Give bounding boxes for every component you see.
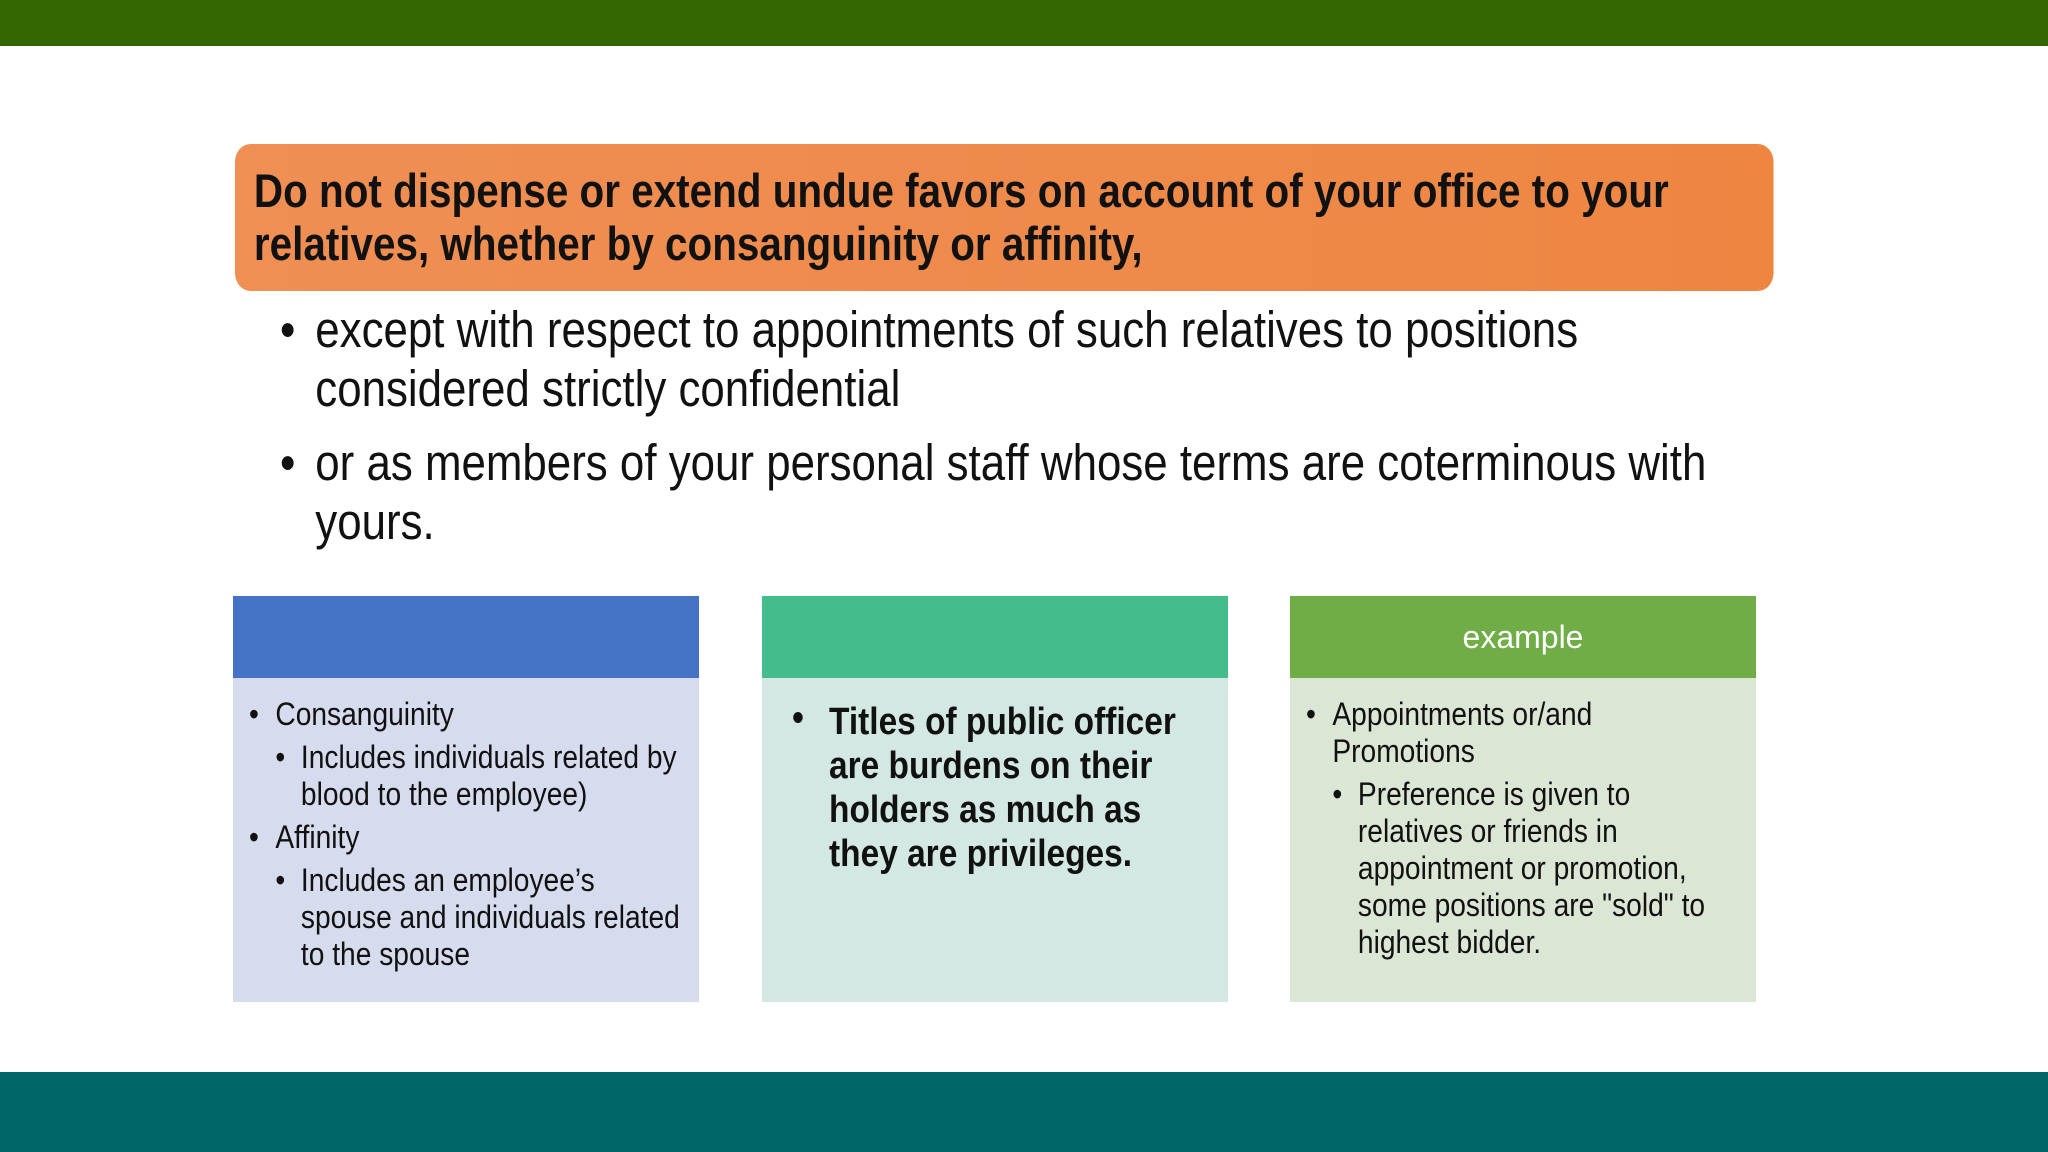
bullet-dot-icon: • [275, 862, 286, 898]
list-item-text: Appointments or/and Promotions [1332, 696, 1593, 769]
card-body [1290, 678, 1756, 1002]
bullet-item [280, 433, 1780, 551]
sub-list-item-text: Preference is given to relatives or friends in appointment or promotion, some positions are "sold" to highest bidder. [1357, 776, 1706, 960]
top-accent-bar [0, 0, 2048, 46]
list-item-text: Affinity [275, 819, 360, 855]
card-body [233, 678, 699, 1002]
list-item-text: Consanguinity [275, 696, 454, 732]
card-example [1290, 596, 1756, 1002]
bottom-accent-bar [0, 1072, 2048, 1152]
bullet-dot-icon: • [792, 697, 804, 739]
bullet-dot-icon: • [280, 301, 296, 358]
sub-list-item-text: Includes an employee’s spouse and individuals related to the spouse [300, 862, 680, 972]
card-header-label: example [1462, 618, 1584, 655]
list-item [1306, 696, 1740, 770]
bullet-text: except with respect to appointments of such relatives to positions considered strictly confidential [315, 301, 1579, 417]
sub-list-item [249, 739, 683, 813]
bullet-item [280, 300, 1780, 418]
sub-list-item [1306, 776, 1740, 961]
list-item [249, 696, 683, 733]
callout-text: Do not dispense or extend undue favors on account of your office to your relatives, whether by consanguinity or affinity, [253, 164, 1669, 270]
statement-item [778, 696, 1212, 876]
card-body [762, 678, 1228, 1002]
bullet-dot-icon: • [249, 819, 259, 855]
callout-banner [235, 144, 1774, 291]
card-header [1290, 596, 1756, 678]
bullet-dot-icon: • [280, 434, 296, 491]
sub-list-item [249, 862, 683, 973]
card-header [762, 596, 1228, 678]
bullet-text: or as members of your personal staff whose terms are coterminous with yours. [315, 434, 1707, 550]
bullet-dot-icon: • [249, 696, 259, 732]
card-public-office [762, 596, 1228, 1002]
bullet-dot-icon: • [1306, 696, 1316, 732]
card-relationship-types [233, 596, 699, 1002]
bullet-dot-icon: • [275, 739, 286, 775]
card-header [233, 596, 699, 678]
sub-list-item-text: Includes individuals related by blood to the employee) [300, 739, 677, 812]
bullet-dot-icon: • [1332, 776, 1343, 812]
list-item [249, 819, 683, 856]
exception-bullet-list [280, 300, 1780, 566]
statement-text: Titles of public officer are burdens on their holders as much as they are privileges. [829, 701, 1176, 875]
